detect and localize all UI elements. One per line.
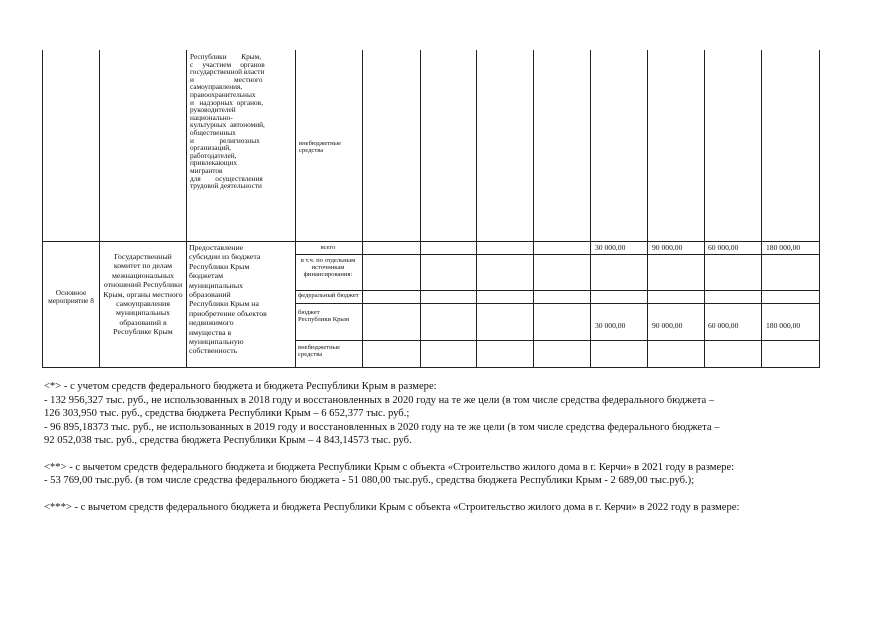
column-divider — [186, 50, 187, 368]
column-divider — [761, 50, 762, 368]
prev-row-source: внебюджетные средства — [299, 140, 342, 154]
source-total: всего — [320, 244, 336, 251]
footnote-1-line: 92 052,038 тыс. руб., средства бюджета Республики Крым – 4 843,14573 тыс. руб. — [44, 435, 412, 446]
row-divider — [295, 340, 820, 341]
column-divider — [476, 50, 477, 368]
row-divider — [295, 254, 820, 255]
row-divider — [295, 290, 820, 291]
total-2022: 60 000,00 — [708, 243, 739, 252]
column-divider — [420, 50, 421, 368]
regional-2021: 90 000,00 — [652, 321, 683, 330]
footnote-1-line: 126 303,950 тыс. руб., средства бюджета Республики Крым – 6 652,377 тыс. руб.; — [44, 408, 410, 419]
column-divider — [647, 50, 648, 368]
source-extrabudget: внебюджетные средства — [298, 344, 341, 358]
column-divider — [362, 50, 363, 368]
total-2021: 90 000,00 — [652, 243, 683, 252]
activity-executor: Государственный комитет по делам межнациональных отношений Республики Крым, органы местного самоуправления муниципальных образований в Республике Крым — [103, 252, 183, 337]
footnote-1-title: <*> - с учетом средств федерального бюджета и бюджета Республики Крым в размере: — [44, 381, 437, 392]
footnote-1-line: - 132 956,327 тыс. руб., не использованных в 2018 году и восстановленных в 2020 году на те же цели (в том числе средства федерального бюджета – — [44, 394, 715, 406]
footnote-3-title: <***> - с вычетом средств федерального бюджета и бюджета Республики Крым с объекта «Строительство жилого дома в г. Керчи» в 2022 году в размере: — [44, 501, 740, 513]
column-divider — [295, 50, 296, 368]
regional-2020: 30 000,00 — [595, 321, 626, 330]
footnote-2-line: - 53 769,00 тыс.руб. (в том числе средства федерального бюджета - 51 080,00 тыс.руб., средства бюджета Республики Крым - 2 689,00 тыс.руб.); — [44, 475, 695, 486]
source-breakdown-caption: в т.ч. по отдельным источникам финансирования: — [300, 257, 356, 278]
activity-description: Предоставление субсидии из бюджета Республики Крым бюджетам муниципальных образований Республики Крым на приобретение объектов недвижимого имущества в муниципальную собственность — [189, 243, 267, 356]
prev-row-description: Республики Крым, с участием органов государственной власти и местного самоуправления, правоохранительных и надзорных органов, руководителей национально- культурных автономий, общественных и религиозных организаций, работодателей, привлекающих мигрантов для осуществления трудовой деятельности — [190, 52, 265, 191]
activity-label: Основное мероприятие 8 — [48, 288, 94, 305]
footnote-2-title: <**> - с вычетом средств федерального бюджета и бюджета Республики Крым с объекта «Строительство жилого дома в г. Керчи» в 2021 году в размере: — [44, 461, 735, 473]
column-divider — [42, 50, 43, 368]
source-federal: федеральный бюджет — [298, 292, 359, 299]
column-divider — [590, 50, 591, 368]
regional-sum: 180 000,00 — [766, 321, 801, 330]
column-divider — [99, 50, 100, 368]
regional-2022: 60 000,00 — [708, 321, 739, 330]
footnote-1-line: - 96 895,18373 тыс. руб., не использованных в 2019 году и восстановленных в 2020 году на те же цели (в том числе средства федерального бюджета – — [44, 421, 720, 433]
column-divider — [819, 50, 820, 368]
column-divider — [533, 50, 534, 368]
row-divider — [295, 303, 820, 304]
footnotes — [44, 380, 844, 514]
total-2020: 30 000,00 — [595, 243, 626, 252]
source-regional: бюджет Республики Крым — [298, 309, 350, 323]
column-divider — [704, 50, 705, 368]
total-sum: 180 000,00 — [766, 243, 801, 252]
